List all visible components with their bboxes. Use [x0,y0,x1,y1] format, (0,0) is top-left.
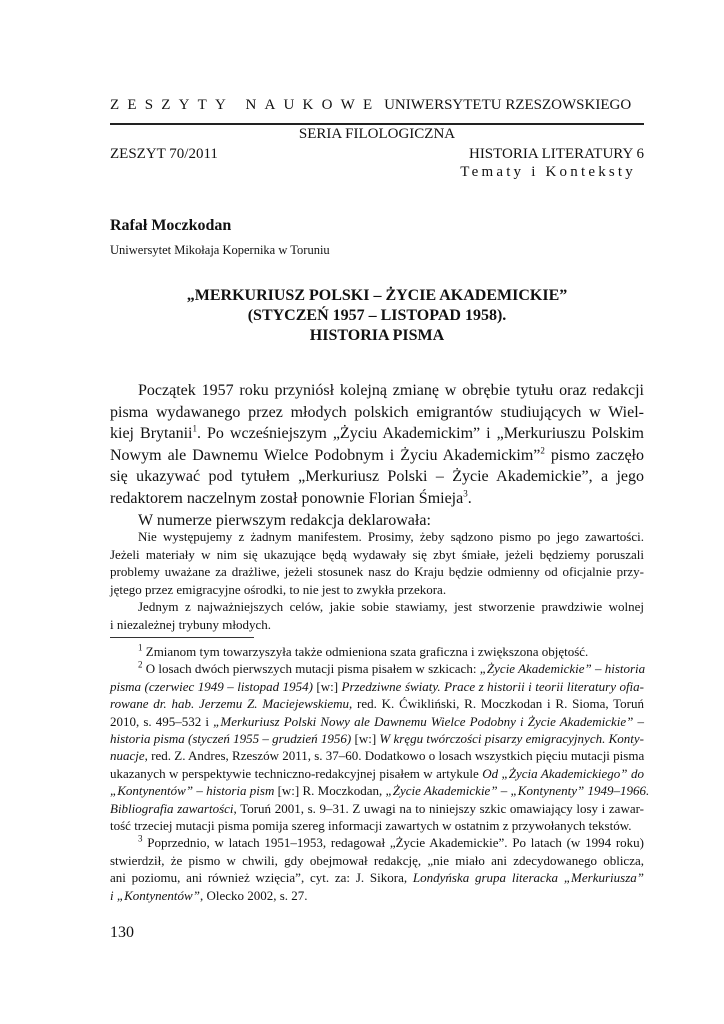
footnote-ref: 3 [463,488,468,499]
quote-line: problemy uważane za drażliwe, jeżeli stosunek nasz do Kraju będzie odmienny od oficjalnie przy- [110,564,644,580]
series-label: SERIA FILOLOGICZNA [298,126,456,142]
footnote-line: ani poziomu, ani również wzięcia”, cyt. za: J. Sikora, Londyńska grupa literacka „Merkuriusza” [110,870,644,886]
footnote-line: 2010, s. 495–532 i „Merkuriusz Polski Nowy ale Dawnemu Wielce Podobny i Życie Akademickie” – [110,713,645,729]
journal-title-spaced: ZESZYTY NAUKOWE [110,97,381,113]
series-subtitle: Tematy i Konteksty [460,164,636,180]
quote-line: Jeżeli materiały w nim się ukazujące będą wydawały się zbyt śmiałe, jeżeli będziemy poruszali [110,546,644,562]
footnote-line: tość trzeciej mutacji pisma pomija szereg informacji zawartych w ostatnim z przywołanych tekstów. [110,818,632,834]
footnote-line: Bibliografia zawartości, Toruń 2001, s. 9–31. Z uwagi na to niniejszy szkic omawiający losy i zawar- [110,800,645,816]
header-rule [110,123,644,125]
journal-title-rest: UNIWERSYTETU RZESZOWSKIEGO [384,97,632,113]
body-line: się ukazywać pod tytułem „Merkuriusz Polski – Życie Akademickie”, a jego [110,468,644,486]
footnote-ref: 2 [540,445,545,456]
footnote-line: historia pisma (styczeń 1955 – grudzień 1956) [w:] W kręgu twórczości pisarzy emigracyjnych. Konty- [110,731,644,747]
footnote-line: $^3$ Poprzednio, w latach 1951–1953, redagował „Życie Akademickie”. Po latach (w 1994 roku) [138,834,644,851]
author-name: Rafał Moczkodan [110,217,232,234]
footnote-line: ukazanych w perspektywie techniczno-redakcyjnej pisałem w artykule Od „Życia Akademickiego” do [110,765,644,781]
quote-line: Nie występujemy z żadnym manifestem. Prosimy, żeby sądzono pismo po jego zawartości. [138,529,644,544]
title-line-2: (STYCZEŃ 1957 – LISTOPAD 1958). [247,307,507,324]
body-line: redaktorem naczelnym został ponownie Florian Śmieja$^3$. [110,488,472,507]
series-name: HISTORIA LITERATURY 6 [468,146,644,162]
body-line: W numerze pierwszym redakcja deklarowała: [138,511,431,529]
body-line: kiej Brytanii$^1$. Po wcześniejszym „Życiu Akademickim” i „Merkuriuszu Polskim [110,423,644,443]
footnote-line: rowane dr. hab. Jerzemu Z. Maciejewskiemu, red. K. Ćwikliński, R. Moczkodan i R. Sioma, Toruń [110,696,644,712]
issue-number: ZESZYT 70/2011 [110,146,218,162]
footnote-ref: 1 [192,423,197,434]
footnote-line: $^1$ Zmianom tym towarzyszyła także odmieniona szata graficzna i zwiększona objętość. [138,642,589,659]
footnote-separator [110,637,254,638]
quote-line: jętego przez emigracyjne ośrodki, to nie jest to zwykła przekora. [110,581,447,597]
footnote-line: stwierdził, że pismo w chwili, gdy obejmował redakcję, „nie miało ani zdecydowanego oblicza, [110,852,644,868]
journal-title [110,97,631,114]
block-quote [110,528,644,634]
body-line: Początek 1957 roku przyniósł kolejną zmianę w obrębie tytułu oraz redakcji [138,382,644,399]
footnotes [110,642,650,904]
footnote-line: $^2$ O losach dwóch pierwszych mutacji pisma pisałem w szkicach: „Życie Akademickie” – historia [138,660,646,677]
body-text [110,380,644,531]
page-number: 130 [110,924,134,941]
footnote-line: pisma (czerwiec 1949 – listopad 1954) [w:] Przedziwne światy. Prace z historii i teorii literatury ofia- [110,678,644,694]
title-line-1: „MERKURIUSZ POLSKI – ŻYCIE AKADEMICKIE” [186,287,568,304]
footnote-line: „Kontynentów” – historia pism [w:] R. Moczkodan, „Życie Akademickie” – „Kontynenty” 1949–1966. [110,783,650,799]
quote-line: Jednym z najważniejszych celów, jakie sobie stawiamy, jest stworzenie prawdziwie wolnej [138,599,644,615]
quote-line: i niezależnej trybuny młodych. [110,616,272,632]
title-line-3: HISTORIA PISMA [309,327,445,344]
footnote-line: i „Kontynentów”, Olecko 2002, s. 27. [110,887,308,903]
author-affiliation: Uniwersytet Mikołaja Kopernika w Toruniu [110,243,330,257]
article-title [110,286,644,346]
body-line: pisma wydawanego przez młodych polskich emigrantów studiujących w Wiel- [110,403,644,421]
body-line: Nowym ale Dawnemu Wielce Podobnym i Życiu Akademickim”$^2$ pismo zaczęło [110,445,645,464]
footnote-line: nuacje, red. Z. Andres, Rzeszów 2011, s. 37–60. Dodatkowo o losach wszystkich pięciu mutacji pisma [110,748,645,764]
